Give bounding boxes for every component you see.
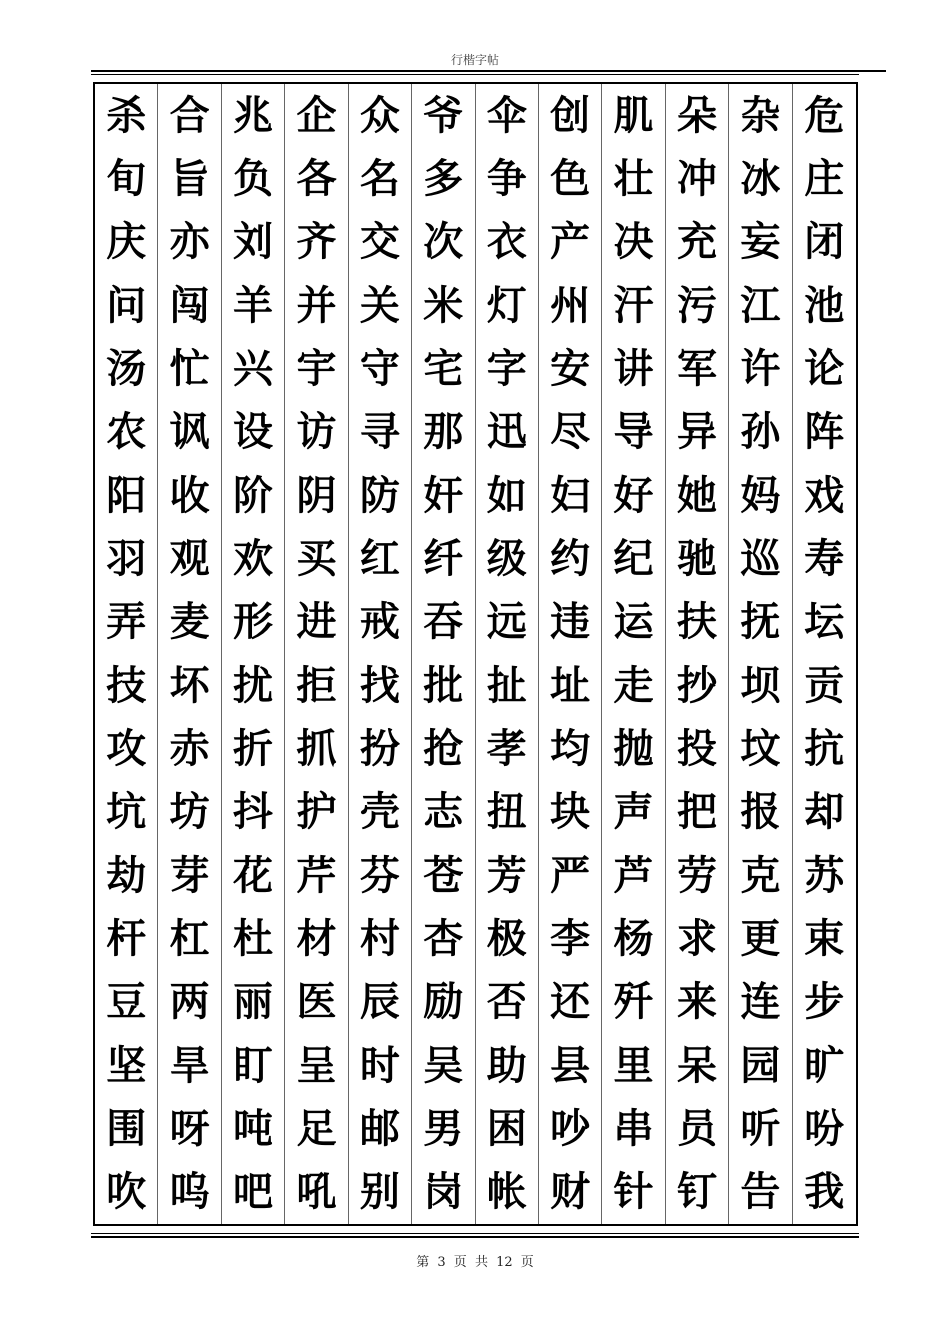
- grid-cell: 肌: [602, 84, 665, 147]
- grid-cell: 声: [602, 781, 665, 844]
- grid-cell: 芳: [476, 844, 539, 907]
- grid-cell: 合: [158, 84, 221, 147]
- grid-cell: 决: [602, 211, 665, 274]
- grid-cell: 级: [476, 527, 539, 590]
- grid-cell: 运: [602, 591, 665, 654]
- page-header: 行楷字帖: [450, 53, 499, 67]
- grid-cell: 奸: [412, 464, 475, 527]
- grid-cell: 妄: [729, 211, 792, 274]
- grid-cell: 羽: [95, 527, 158, 590]
- grid-cell: 违: [539, 591, 602, 654]
- grid-cell: 岗: [412, 1161, 475, 1224]
- grid-cell: 巡: [729, 527, 792, 590]
- grid-cell: 抓: [285, 717, 348, 780]
- grid-cell: 芽: [158, 844, 221, 907]
- grid-cell: 芬: [349, 844, 412, 907]
- grid-cell: 讽: [158, 401, 221, 464]
- footer-rule-thin: [91, 1233, 859, 1234]
- grid-cell: 字: [476, 337, 539, 400]
- grid-cell: 寻: [349, 401, 412, 464]
- grid-cell: 军: [666, 337, 729, 400]
- grid-cell: 步: [804, 978, 845, 1026]
- grid-cell: 扯: [476, 654, 539, 717]
- grid-cell: 抄: [666, 654, 729, 717]
- grid-cell: 刘: [222, 211, 285, 274]
- grid-cell: 时: [349, 1034, 412, 1097]
- grid-cell: 米: [412, 274, 475, 337]
- grid-cell: 技: [95, 654, 158, 717]
- grid-cell: 收: [158, 464, 221, 527]
- grid-cell: 并: [285, 274, 348, 337]
- grid-cell: 负: [222, 147, 285, 210]
- grid-cell: 坊: [158, 781, 221, 844]
- grid-cell: 好: [602, 464, 665, 527]
- grid-cell: 池: [804, 281, 845, 329]
- grid-cell: 守: [349, 337, 412, 400]
- grid-cell: 抢: [412, 717, 475, 780]
- grid-cell: 芦: [602, 844, 665, 907]
- grid-cell: 护: [285, 781, 348, 844]
- grid-cell: 针: [602, 1161, 665, 1224]
- grid-cell: 坛: [804, 598, 845, 646]
- grid-cell: 宅: [412, 337, 475, 400]
- grid-cell: 交: [349, 211, 412, 274]
- grid-cell: 赤: [158, 717, 221, 780]
- grid-cell: 产: [539, 211, 602, 274]
- grid-cell: 汤: [95, 337, 158, 400]
- grid-cell: 扶: [666, 591, 729, 654]
- grid-cell: 迅: [476, 401, 539, 464]
- grid-cell: 杜: [222, 907, 285, 970]
- grid-cell: 旷: [804, 1041, 845, 1089]
- grid-cell: 围: [95, 1097, 158, 1160]
- grid-cell: 坚: [95, 1034, 158, 1097]
- grid-cell: 阵: [804, 408, 845, 456]
- grid-cell: 找: [349, 654, 412, 717]
- grid-cell: 寿: [804, 534, 845, 582]
- grid-cell: 形: [222, 591, 285, 654]
- grid-cell: 远: [476, 591, 539, 654]
- grid-cell: 弄: [95, 591, 158, 654]
- grid-cell: 园: [729, 1034, 792, 1097]
- grid-cell: 争: [476, 147, 539, 210]
- grid-cell: 许: [729, 337, 792, 400]
- grid-cell: 足: [285, 1097, 348, 1160]
- grid-cell: 问: [95, 274, 158, 337]
- grid-cell: 闯: [158, 274, 221, 337]
- grid-cell: 吵: [539, 1097, 602, 1160]
- grid-cell: 设: [222, 401, 285, 464]
- footer-ye2: 页: [520, 1255, 534, 1270]
- grid-cell: 充: [666, 211, 729, 274]
- grid-cell: 杏: [412, 907, 475, 970]
- grid-cell: 极: [476, 907, 539, 970]
- grid-cell: 址: [539, 654, 602, 717]
- grid-cell: 汗: [602, 274, 665, 337]
- grid-cell: 伞: [476, 84, 539, 147]
- grid-cell: 杠: [158, 907, 221, 970]
- grid-cell: 进: [285, 591, 348, 654]
- grid-cell: 阶: [222, 464, 285, 527]
- grid-cell: 块: [539, 781, 602, 844]
- grid-cell: 盯: [222, 1034, 285, 1097]
- footer-di: 第: [416, 1255, 430, 1270]
- footer-gong: 共: [474, 1255, 488, 1270]
- grid-cell: 抗: [804, 724, 845, 772]
- grid-cell: 冲: [666, 147, 729, 210]
- grid-cell: 歼: [602, 971, 665, 1034]
- grid-cell: 她: [666, 464, 729, 527]
- grid-cell: 志: [412, 781, 475, 844]
- grid-cell: 扰: [222, 654, 285, 717]
- grid-cell: 杨: [602, 907, 665, 970]
- grid-cell: 帐: [476, 1161, 539, 1224]
- grid-cell: 安: [539, 337, 602, 400]
- character-grid: [93, 82, 858, 1226]
- grid-cell: 李: [539, 907, 602, 970]
- grid-cell: 创: [539, 84, 602, 147]
- grid-cell: 各: [285, 147, 348, 210]
- grid-cell: 讲: [602, 337, 665, 400]
- grid-cell: 丽: [222, 971, 285, 1034]
- grid-cell: 江: [729, 274, 792, 337]
- grid-cell: 抚: [729, 591, 792, 654]
- grid-cell: 劫: [95, 844, 158, 907]
- grid-cell: 听: [729, 1097, 792, 1160]
- grid-cell: 批: [412, 654, 475, 717]
- grid-cell: 壳: [349, 781, 412, 844]
- grid-cell: 把: [666, 781, 729, 844]
- grid-cell: 羊: [222, 274, 285, 337]
- grid-cell: 爷: [412, 84, 475, 147]
- grid-cell: 吼: [285, 1161, 348, 1224]
- grid-cell: 妇: [539, 464, 602, 527]
- grid-cell: 苍: [412, 844, 475, 907]
- grid-cell: 来: [666, 971, 729, 1034]
- header-rule-thin: [91, 74, 859, 75]
- grid-cell: 助: [476, 1034, 539, 1097]
- grid-cell: 坝: [729, 654, 792, 717]
- grid-cell: 投: [666, 717, 729, 780]
- grid-cell: 州: [539, 274, 602, 337]
- grid-cell: 忙: [158, 337, 221, 400]
- grid-cell: 均: [539, 717, 602, 780]
- grid-cell: 吹: [95, 1161, 158, 1224]
- grid-cell: 欢: [222, 527, 285, 590]
- grid-cell: 麦: [158, 591, 221, 654]
- grid-cell: 宇: [285, 337, 348, 400]
- grid-cell: 呆: [666, 1034, 729, 1097]
- grid-cell: 污: [666, 274, 729, 337]
- grid-cell: 阴: [285, 464, 348, 527]
- grid-cell: 男: [412, 1097, 475, 1160]
- grid-cell: 别: [349, 1161, 412, 1224]
- footer-page-number: 3: [437, 1255, 446, 1270]
- footer-rule: [91, 1236, 859, 1238]
- grid-cell: 攻: [95, 717, 158, 780]
- grid-cell: 齐: [285, 211, 348, 274]
- grid-cell: 尽: [539, 401, 602, 464]
- grid-cell: 否: [476, 971, 539, 1034]
- grid-cell: 如: [476, 464, 539, 527]
- grid-cell: 邮: [349, 1097, 412, 1160]
- grid-cell: 旱: [158, 1034, 221, 1097]
- grid-cell: 杆: [95, 907, 158, 970]
- grid-cell: 红: [349, 527, 412, 590]
- grid-cell: 庄: [804, 154, 845, 202]
- grid-cell: 壮: [602, 147, 665, 210]
- grid-cell: 克: [729, 844, 792, 907]
- grid-cell: 芹: [285, 844, 348, 907]
- grid-cell: 告: [729, 1161, 792, 1224]
- page-footer: [0, 1254, 950, 1272]
- grid-cell: 财: [539, 1161, 602, 1224]
- grid-cell: 冰: [729, 147, 792, 210]
- grid-cell: 求: [666, 907, 729, 970]
- grid-cell: 还: [539, 971, 602, 1034]
- grid-cell: 衣: [476, 211, 539, 274]
- grid-cell: 呜: [158, 1161, 221, 1224]
- grid-cell: 买: [285, 527, 348, 590]
- grid-cell: 旨: [158, 147, 221, 210]
- grid-cell: 吨: [222, 1097, 285, 1160]
- grid-cell: 走: [602, 654, 665, 717]
- grid-cell: 那: [412, 401, 475, 464]
- grid-cell: 访: [285, 401, 348, 464]
- grid-cell: 却: [804, 788, 845, 836]
- grid-cell: 兴: [222, 337, 285, 400]
- grid-cell: 戏: [804, 471, 845, 519]
- grid-cell: 坏: [158, 654, 221, 717]
- grid-cell: 妈: [729, 464, 792, 527]
- grid-cell: 坑: [95, 781, 158, 844]
- grid-cell: 论: [804, 344, 845, 392]
- grid-cell: 导: [602, 401, 665, 464]
- grid-cell: 色: [539, 147, 602, 210]
- grid-cell: 旬: [95, 147, 158, 210]
- grid-cell: 苏: [804, 851, 845, 899]
- grid-cell: 闭: [804, 218, 845, 266]
- grid-cell: 扮: [349, 717, 412, 780]
- grid-cell: 驰: [666, 527, 729, 590]
- grid-cell: 纪: [602, 527, 665, 590]
- grid-cell: 钉: [666, 1161, 729, 1224]
- grid-cell: 名: [349, 147, 412, 210]
- grid-cell: 抖: [222, 781, 285, 844]
- grid-cell: 劳: [666, 844, 729, 907]
- grid-cell: 医: [285, 971, 348, 1034]
- grid-cell: 串: [602, 1097, 665, 1160]
- grid-cell: 亦: [158, 211, 221, 274]
- grid-cell: 约: [539, 527, 602, 590]
- grid-cell: 花: [222, 844, 285, 907]
- grid-cell: 困: [476, 1097, 539, 1160]
- grid-cell: 里: [602, 1034, 665, 1097]
- grid-cell: 吩: [804, 1104, 845, 1152]
- grid-cell: 严: [539, 844, 602, 907]
- grid-cell: 众: [349, 84, 412, 147]
- grid-cell: 吴: [412, 1034, 475, 1097]
- grid-cell: 次: [412, 211, 475, 274]
- grid-cell: 庆: [95, 211, 158, 274]
- grid-cell: 吞: [412, 591, 475, 654]
- grid-cell: 励: [412, 971, 475, 1034]
- grid-cell: 连: [729, 971, 792, 1034]
- grid-cell: 灯: [476, 274, 539, 337]
- grid-cell: 两: [158, 971, 221, 1034]
- grid-cell: 危: [804, 91, 845, 139]
- grid-cell: 束: [804, 914, 845, 962]
- grid-cell: 报: [729, 781, 792, 844]
- grid-cell: 县: [539, 1034, 602, 1097]
- grid-cell: 豆: [95, 971, 158, 1034]
- grid-cell: 员: [666, 1097, 729, 1160]
- header-rule: [91, 70, 886, 72]
- grid-cell: 多: [412, 147, 475, 210]
- grid-cell: 异: [666, 401, 729, 464]
- grid-cell: 观: [158, 527, 221, 590]
- grid-cell: 贡: [804, 661, 845, 709]
- footer-total-pages: 12: [496, 1255, 513, 1270]
- grid-cell: 扭: [476, 781, 539, 844]
- grid-cell: 拒: [285, 654, 348, 717]
- grid-cell: 吧: [222, 1161, 285, 1224]
- grid-cell: 孙: [729, 401, 792, 464]
- grid-cell: 呀: [158, 1097, 221, 1160]
- grid-cell: 兆: [222, 84, 285, 147]
- grid-cell: 农: [95, 401, 158, 464]
- grid-cell: 呈: [285, 1034, 348, 1097]
- grid-cell: 坟: [729, 717, 792, 780]
- grid-cell: 抛: [602, 717, 665, 780]
- footer-ye: 页: [453, 1255, 467, 1270]
- grid-cell: 孝: [476, 717, 539, 780]
- grid-cell: 阳: [95, 464, 158, 527]
- grid-cell: 我: [804, 1168, 845, 1216]
- grid-cell: 朵: [666, 84, 729, 147]
- grid-cell: 更: [729, 907, 792, 970]
- grid-cell: 村: [349, 907, 412, 970]
- grid-cell: 关: [349, 274, 412, 337]
- grid-cell: 杂: [729, 84, 792, 147]
- grid-cell: 企: [285, 84, 348, 147]
- grid-cell: 杀: [95, 84, 158, 147]
- grid-cell: 辰: [349, 971, 412, 1034]
- grid-cell: 纤: [412, 527, 475, 590]
- grid-cell: 折: [222, 717, 285, 780]
- grid-cell: 戒: [349, 591, 412, 654]
- grid-cell: 防: [349, 464, 412, 527]
- grid-cell: 材: [285, 907, 348, 970]
